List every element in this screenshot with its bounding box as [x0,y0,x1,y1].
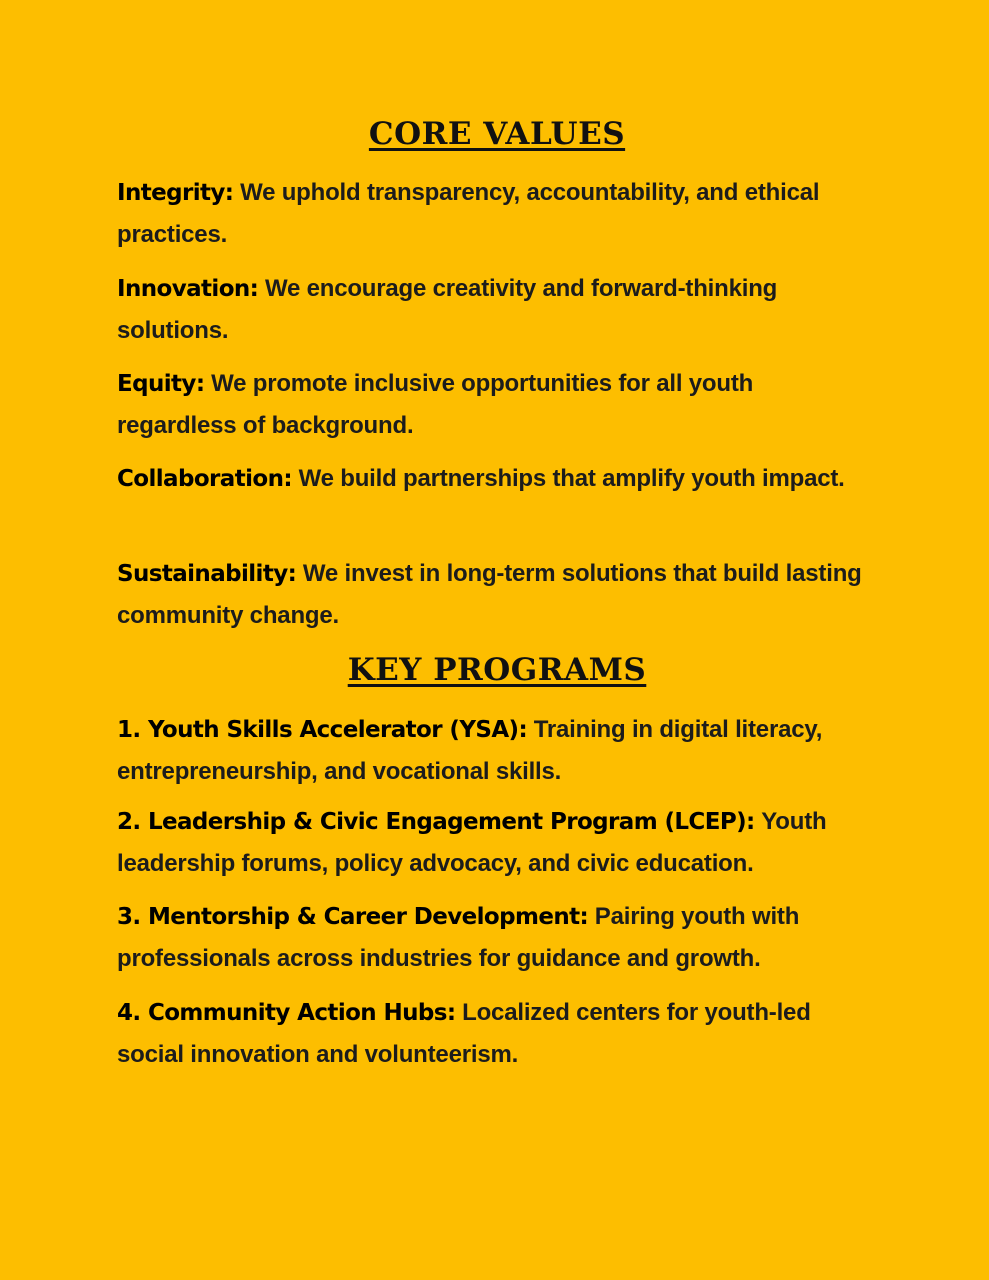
core-value-text: We build partnerships that amplify youth impact. [298,465,845,492]
program-label: 2. Leadership & Civic Engagement Program (LCEP): [117,809,755,835]
core-value-sustainability [117,553,877,637]
program-label: 3. Mentorship & Career Development: [117,904,589,930]
program-text: Training in digital literacy, entrepreneurship, and vocational skills. [117,716,823,785]
program-label: 4. Community Action Hubs: [117,1000,456,1026]
core-value-text: We invest in long-term solutions that build lasting community change. [117,560,862,629]
core-values-heading: CORE VALUES [368,116,626,152]
core-value-label: Sustainability: [117,561,297,587]
core-value-label: Integrity: [117,180,234,206]
core-value-collaboration [117,458,877,500]
program-mentorship [117,896,877,980]
core-value-text: We encourage creativity and forward-thinking solutions. [117,275,778,344]
core-value-integrity [117,172,877,256]
core-value-text: We promote inclusive opportunities for all youth regardless of background. [117,370,754,439]
program-text: Youth leadership forums, policy advocacy, and civic education. [117,808,827,877]
program-ysa [117,709,877,793]
program-lcep [117,801,877,885]
core-value-text: We uphold transparency, accountability, and ethical practices. [117,179,820,248]
program-action-hubs [117,992,877,1076]
key-programs-heading: KEY PROGRAMS [347,652,647,688]
core-value-label: Innovation: [117,276,259,302]
core-value-label: Collaboration: [117,466,292,492]
program-text: Localized centers for youth-led social innovation and volunteerism. [117,999,811,1068]
core-value-label: Equity: [117,371,205,397]
core-value-equity [117,363,877,447]
program-text: Pairing youth with professionals across industries for guidance and growth. [117,903,800,972]
program-label: 1. Youth Skills Accelerator (YSA): [117,717,528,743]
core-value-innovation [117,268,877,352]
